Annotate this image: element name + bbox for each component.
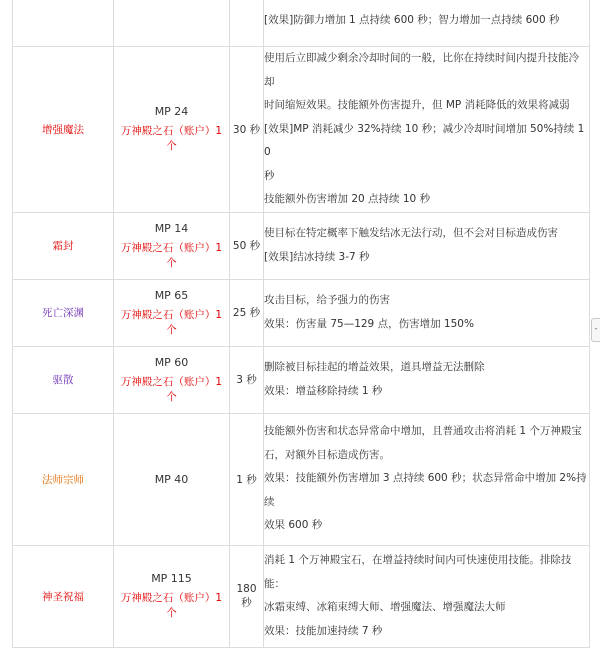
skill-cost-cell xyxy=(114,346,230,413)
description-line: [效果]防御力增加 1 点持续 600 秒；智力增加一点持续 600 秒 xyxy=(264,14,560,26)
description-line: 效果：技能加速持续 7 秒 xyxy=(264,624,383,637)
mp-cost: MP 14 xyxy=(154,221,189,235)
cooldown-cell xyxy=(230,0,264,47)
skill-name-cell xyxy=(13,0,114,47)
description-line: 时间缩短效果。技能额外伤害提升，但 MP 消耗降低的效果将减弱 xyxy=(264,99,570,111)
material-cost: 万神殿之石（账户）1 个 xyxy=(120,308,223,336)
description-line: [效果]MP 消耗减少 32%持续 10 秒；减少冷却时间增加 50%持续 10 xyxy=(264,122,585,158)
skill-name-cell xyxy=(13,413,114,545)
skill-name: 驱散 xyxy=(52,374,74,386)
skill-name-cell xyxy=(13,47,114,213)
description-cell xyxy=(264,0,590,47)
cooldown-value: 50 秒 xyxy=(232,240,261,252)
skill-cost-cell xyxy=(114,413,230,545)
description-line: 石，对额外目标造成伤害。 xyxy=(264,448,390,461)
mp-cost: MP 115 xyxy=(151,572,192,585)
table-row xyxy=(13,545,590,647)
side-collapse-tab[interactable] xyxy=(591,318,600,342)
cooldown-cell xyxy=(230,346,264,413)
description-cell xyxy=(264,545,590,647)
cooldown-cell xyxy=(230,413,264,545)
description-cell xyxy=(264,413,590,545)
description-cell xyxy=(264,47,590,213)
description-line: 使用后立即减少剩余冷却时间的一般，比你在持续时间内提升技能冷却 xyxy=(264,52,579,88)
description-line: 技能额外伤害和状态异常命中增加，且普通攻击将消耗 1 个万神殿宝 xyxy=(264,425,582,438)
description-line: 效果：增益移除持续 1 秒 xyxy=(264,384,383,397)
description-line: 技能额外伤害增加 20 点持续 10 秒 xyxy=(264,193,431,205)
description-line: 效果：伤害量 75—129 点，伤害增加 150% xyxy=(264,317,474,330)
mp-cost: MP 65 xyxy=(154,288,189,302)
mp-cost: MP 40 xyxy=(154,472,189,486)
skill-name-cell xyxy=(13,346,114,413)
material-cost: 万神殿之石（账户）1 个 xyxy=(120,375,223,403)
description-line: 消耗 1 个万神殿宝石，在增益持续时间内可快速使用技能。排除技能： xyxy=(264,554,572,590)
description-cell xyxy=(264,346,590,413)
skill-cost-cell xyxy=(114,545,230,647)
table-row xyxy=(13,47,590,213)
skill-name: 死亡深渊 xyxy=(42,307,84,319)
mp-cost: MP 60 xyxy=(154,355,189,369)
description-cell xyxy=(264,279,590,346)
description-cell xyxy=(264,212,590,279)
description-line: 攻击目标，给予强力的伤害 xyxy=(264,294,390,306)
description-line: 冰霜束缚、冰箱束缚大师、增强魔法、增强魔法大师 xyxy=(264,601,506,613)
cooldown-value: 180 秒 xyxy=(236,582,257,609)
table-row xyxy=(13,413,590,545)
table-row xyxy=(13,0,590,47)
material-cost: 万神殿之石（账户）1 个 xyxy=(120,592,223,619)
cooldown-cell xyxy=(230,47,264,213)
cooldown-value: 30 秒 xyxy=(232,123,261,136)
table-row xyxy=(13,346,590,413)
skill-name: 法师宗师 xyxy=(42,473,84,486)
material-cost: 万神殿之石（账户）1 个 xyxy=(120,241,223,269)
skills-table-container xyxy=(12,0,589,648)
description-line: 删除被目标挂起的增益效果，道具增益无法删除 xyxy=(264,361,485,373)
skill-name-cell xyxy=(13,279,114,346)
skill-cost-cell xyxy=(114,47,230,213)
description-line: 使目标在特定概率下触发结冰无法行动，但不会对目标造成伤害 xyxy=(264,227,558,239)
skill-cost-cell xyxy=(114,279,230,346)
table-row xyxy=(13,212,590,279)
side-tab-label: - xyxy=(594,324,598,334)
skill-cost-cell xyxy=(114,212,230,279)
cooldown-value: 1 秒 xyxy=(236,473,257,486)
skill-cost-cell xyxy=(114,0,230,47)
mp-cost: MP 24 xyxy=(154,105,189,119)
skills-table xyxy=(12,0,590,648)
skill-name: 霜封 xyxy=(52,240,74,252)
skill-name-cell xyxy=(13,545,114,647)
cooldown-value: 3 秒 xyxy=(236,374,257,386)
description-line: 效果 600 秒 xyxy=(264,519,323,532)
cooldown-cell xyxy=(230,212,264,279)
material-cost: 万神殿之石（账户）1 个 xyxy=(120,125,223,153)
description-line: 效果：技能额外伤害增加 3 点持续 600 秒；状态异常命中增加 2%持续 xyxy=(264,472,587,508)
cooldown-cell xyxy=(230,545,264,647)
description-line: 秒 xyxy=(264,169,275,182)
cooldown-cell xyxy=(230,279,264,346)
skill-name: 增强魔法 xyxy=(42,123,84,136)
skill-name-cell xyxy=(13,212,114,279)
table-row xyxy=(13,279,590,346)
skill-name: 神圣祝福 xyxy=(42,590,84,603)
description-line: [效果]结冰持续 3-7 秒 xyxy=(264,250,370,263)
cooldown-value: 25 秒 xyxy=(232,307,261,319)
